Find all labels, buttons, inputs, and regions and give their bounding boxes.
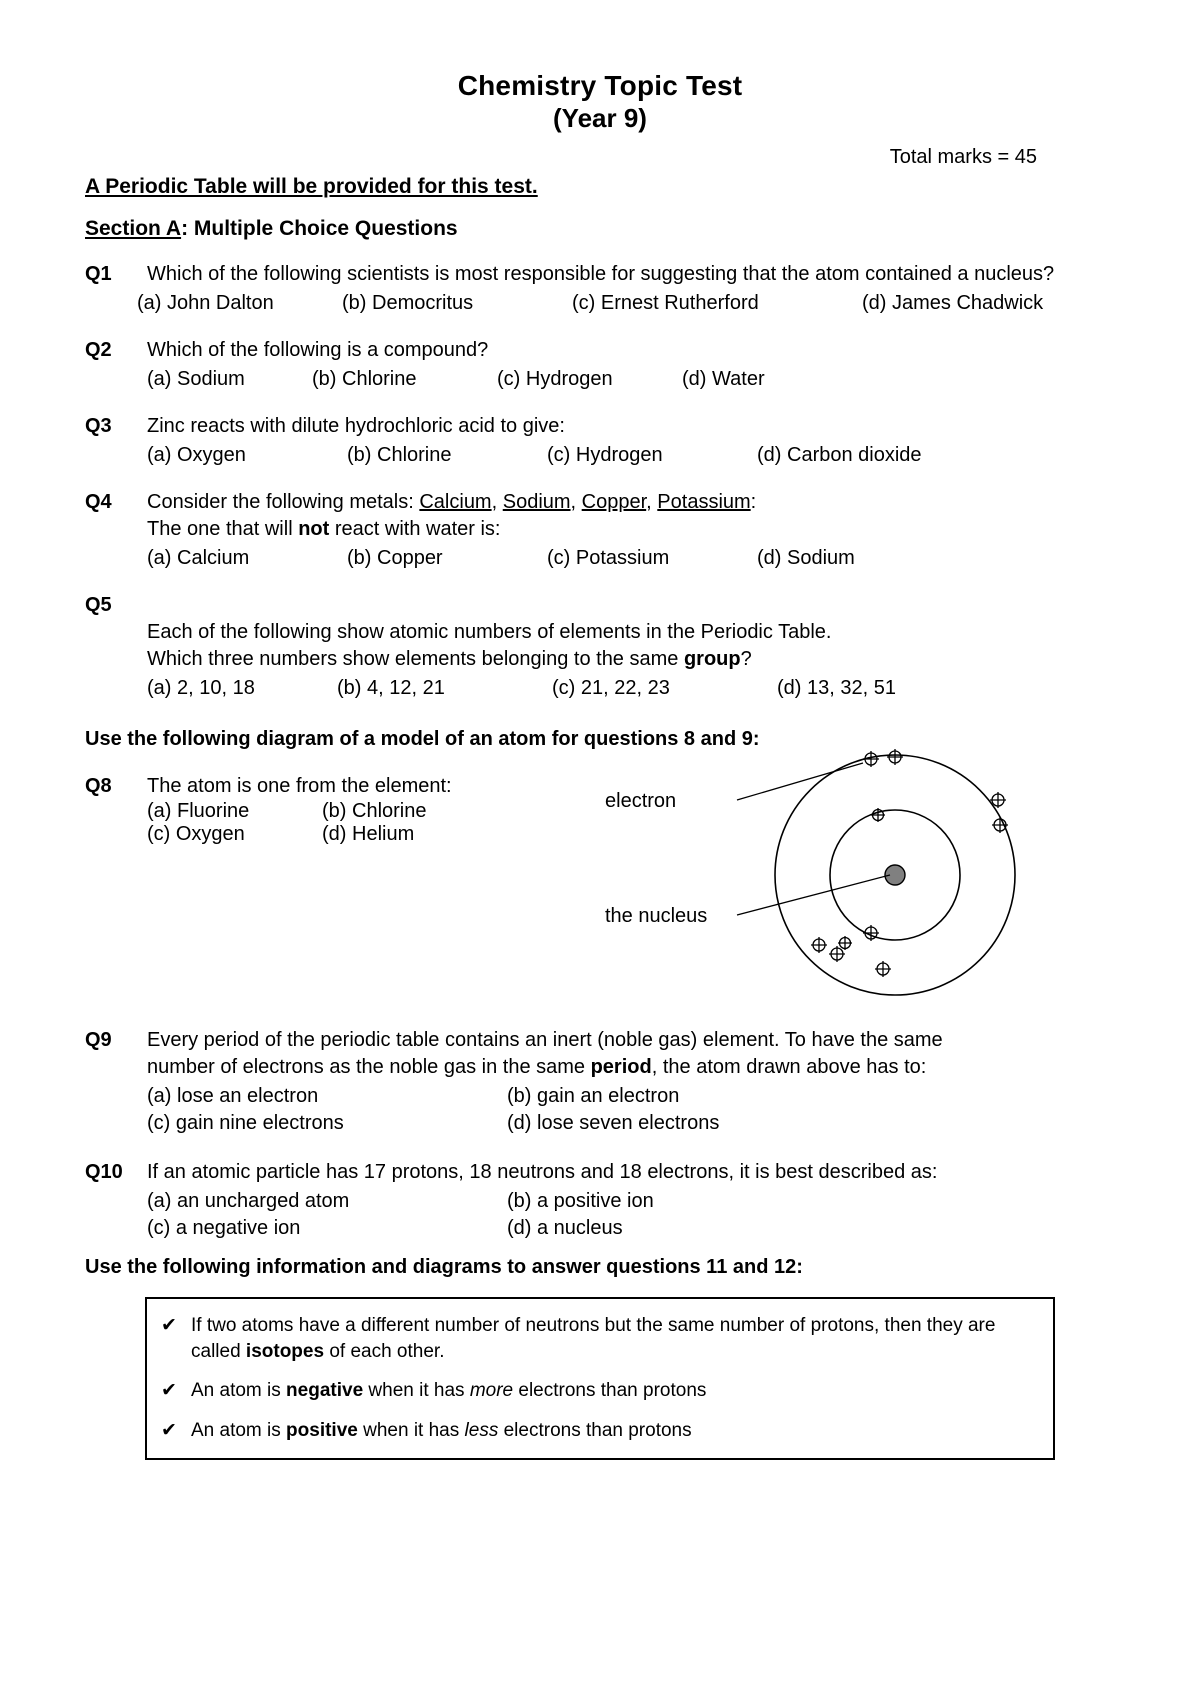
check-icon: ✔ [161, 1420, 177, 1441]
q9-options [147, 1083, 1115, 1137]
info-bullet-2-a: An atom is [191, 1380, 287, 1402]
q10-option-d[interactable]: (d) a nucleus [507, 1217, 623, 1240]
q1-text: Which of the following scientists is most responsible for suggesting that the atom contained a nucleus? [147, 263, 1055, 286]
q9-line2-a: number of electrons as the noble gas in the same [147, 1056, 591, 1079]
q4-line2-a: The one that will [147, 518, 299, 541]
q4-metal-3: Copper [581, 491, 647, 514]
info-bullet-3-text [191, 1418, 1035, 1444]
q9-line2-b: , the atom drawn above has to: [651, 1056, 927, 1079]
info-bullet-2-text [191, 1378, 1035, 1404]
q4-lead-text: Consider the following metals: [147, 491, 414, 514]
page-subtitle: (Year 9) [553, 103, 647, 134]
q4-metal-1: Calcium [419, 491, 492, 514]
q1-number: Q1 [85, 263, 112, 286]
q8-number: Q8 [85, 775, 112, 798]
section-a-heading [85, 217, 1115, 241]
q3-option-d[interactable]: (d) Carbon dioxide [757, 444, 922, 467]
atom-diagram-area [85, 765, 1115, 1005]
info-bullet-2 [161, 1378, 1035, 1404]
section-a-label: Section A [85, 217, 182, 241]
q4-option-d[interactable]: (d) Sodium [757, 547, 855, 570]
info-bullet-3-italic: less [464, 1420, 499, 1441]
question-q10 [85, 1159, 1115, 1242]
q8-text: The atom is one from the element: [147, 775, 452, 798]
question-q9 [85, 1027, 1115, 1137]
q5-line2-bold: group [683, 648, 741, 671]
atom-model-diagram [605, 745, 1085, 1005]
q5-line1: Each of the following show atomic numbers of elements in the Periodic Table. [147, 621, 832, 644]
q4-metal-2: Sodium [502, 491, 571, 514]
atom-diagram-lead: Use the following diagram of a model of an atom for questions 8 and 9: [85, 728, 760, 751]
q4-option-b[interactable]: (b) Copper [347, 547, 443, 570]
q9-option-a[interactable]: (a) lose an electron [147, 1085, 319, 1108]
q2-option-d[interactable]: (d) Water [682, 368, 765, 391]
question-q1 [85, 261, 1115, 317]
info-bullet-1 [161, 1313, 1035, 1364]
electron-label: electron [605, 790, 677, 813]
info-box [145, 1297, 1055, 1460]
q2-option-c[interactable]: (c) Hydrogen [497, 368, 613, 391]
q10-text: If an atomic particle has 17 protons, 18 neutrons and 18 electrons, it is best described as: [147, 1161, 938, 1184]
info-bullet-3-c: electrons than protons [498, 1420, 692, 1441]
q8-option-d[interactable]: (d) Helium [322, 823, 415, 846]
section-a-rest: : Multiple Choice Questions [181, 217, 458, 241]
q9-option-b[interactable]: (b) gain an electron [507, 1085, 680, 1108]
q4-line2-bold: not [298, 518, 330, 541]
check-icon: ✔ [161, 1315, 177, 1337]
q9-line2-bold: period [590, 1056, 652, 1079]
q2-option-a[interactable]: (a) Sodium [147, 368, 245, 391]
q4-option-a[interactable]: (a) Calcium [147, 547, 250, 570]
q4-line2 [147, 516, 1115, 543]
info-bullet-1-text [191, 1313, 1035, 1364]
question-q3 [85, 413, 1115, 469]
q8-options [147, 800, 605, 846]
info-bullet-2-b: when it has [363, 1380, 470, 1402]
info-bullet-3-b: when it has [357, 1420, 465, 1441]
q1-option-c[interactable]: (c) Ernest Rutherford [572, 292, 759, 315]
q4-option-c[interactable]: (c) Potassium [547, 547, 670, 570]
nucleus-leader-line [737, 875, 890, 915]
info-bullet-3-a: An atom is [191, 1420, 287, 1441]
q5-options [147, 675, 1115, 702]
q9-option-d[interactable]: (d) lose seven electrons [507, 1112, 720, 1135]
q3-options [147, 442, 1115, 469]
electron-symbols-inner [838, 808, 885, 950]
info-bullet-2-italic: more [469, 1380, 514, 1402]
info-bullet-2-bold: negative [286, 1380, 364, 1402]
q4-number: Q4 [85, 491, 112, 514]
q1-option-a[interactable]: (a) John Dalton [137, 292, 274, 315]
q3-option-b[interactable]: (b) Chlorine [347, 444, 452, 467]
q10-option-c[interactable]: (c) a negative ion [147, 1217, 301, 1240]
q10-options [147, 1188, 1115, 1242]
q10-option-a[interactable]: (a) an uncharged atom [147, 1190, 350, 1213]
q2-text: Which of the following is a compound? [147, 339, 489, 362]
periodic-table-notice: A Periodic Table will be provided for this test. [85, 175, 538, 199]
q5-number: Q5 [85, 594, 112, 617]
q4-line2-b: react with water is: [329, 518, 501, 541]
q4-options [147, 545, 1115, 572]
q3-text: Zinc reacts with dilute hydrochloric acid to give: [147, 415, 565, 438]
info-bullet-3 [161, 1418, 1035, 1444]
question-q2 [85, 337, 1115, 393]
q9-number: Q9 [85, 1029, 112, 1052]
q2-option-b[interactable]: (b) Chlorine [312, 368, 417, 391]
q5-option-d[interactable]: (d) 13, 32, 51 [777, 677, 896, 700]
q8-option-a[interactable]: (a) Fluorine [147, 800, 250, 823]
q1-option-b[interactable]: (b) Democritus [342, 292, 474, 315]
q4-metal-4: Potassium [657, 491, 751, 514]
total-marks: Total marks = 45 [889, 146, 1037, 169]
q5-option-b[interactable]: (b) 4, 12, 21 [337, 677, 445, 700]
q4-lead: Consider the following metals: Calcium, Sodium, Copper, Potassium: [147, 491, 757, 514]
q3-option-a[interactable]: (a) Oxygen [147, 444, 246, 467]
q1-option-d[interactable]: (d) James Chadwick [862, 292, 1044, 315]
info-bullet-3-bold: positive [286, 1420, 358, 1441]
q3-option-c[interactable]: (c) Hydrogen [547, 444, 663, 467]
q3-number: Q3 [85, 415, 112, 438]
question-q5 [85, 592, 1115, 702]
question-q8 [85, 775, 605, 846]
q5-option-a[interactable]: (a) 2, 10, 18 [147, 677, 255, 700]
q8-option-b[interactable]: (b) Chlorine [322, 800, 427, 823]
q9-option-c[interactable]: (c) gain nine electrons [147, 1112, 344, 1135]
nucleus-label: the nucleus [605, 905, 708, 928]
q10-number: Q10 [85, 1161, 123, 1184]
check-icon: ✔ [161, 1380, 177, 1402]
info-diagram-lead: Use the following information and diagrams to answer questions 11 and 12: [85, 1256, 803, 1279]
info-bullet-1-bold: isotopes [245, 1340, 325, 1362]
q2-number: Q2 [85, 339, 112, 362]
electron-leader-line [737, 763, 863, 800]
q9-line2 [147, 1054, 1115, 1081]
q5-line2 [147, 646, 1115, 673]
q8-option-c[interactable]: (c) Oxygen [147, 823, 245, 846]
q10-option-b[interactable]: (b) a positive ion [507, 1190, 654, 1213]
q5-blank [147, 592, 1115, 619]
info-bullet-1-a: If two atoms have a different number of neutrons but the same number of protons, then they are called [191, 1315, 996, 1362]
q5-line2-a: Which three numbers show elements belonging to the same [147, 648, 684, 671]
question-q4 [85, 489, 1115, 572]
q9-line1: Every period of the periodic table contains an inert (noble gas) element. To have the same [147, 1029, 943, 1052]
q2-options [147, 366, 1115, 393]
q1-options [137, 290, 1115, 317]
q5-option-c[interactable]: (c) 21, 22, 23 [552, 677, 670, 700]
info-bullet-1-b: of each other. [324, 1340, 445, 1362]
page-title: Chemistry Topic Test [457, 70, 743, 101]
info-bullet-2-c: electrons than protons [513, 1380, 707, 1402]
q5-line2-b: ? [740, 648, 752, 671]
